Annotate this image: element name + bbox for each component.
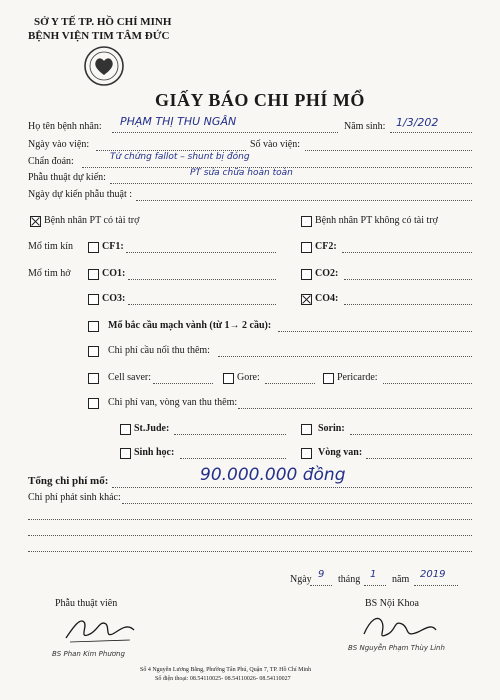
bio-valve-label: Sinh học:	[134, 447, 175, 458]
date-day-line	[310, 585, 332, 586]
date-month-value: 1	[370, 569, 377, 580]
co2-label: CO2:	[315, 268, 339, 279]
co1-checkbox[interactable]	[88, 269, 99, 280]
not-sponsored-label: Bệnh nhân PT không có tài trợ	[315, 215, 438, 226]
pericarde-label: Pericarde:	[337, 372, 378, 383]
bypass-fee-line	[218, 356, 472, 357]
co2-line	[344, 279, 472, 280]
bio-valve-line	[180, 458, 286, 459]
document-title: GIẤY BÁO CHI PHÍ MỔ	[155, 90, 365, 110]
surgeon-name: BS Phan Kim Phương	[52, 650, 125, 658]
co2-checkbox[interactable]	[301, 269, 312, 280]
diagnosis-value: Tứ chứng fallot – shunt bị đóng	[110, 152, 250, 162]
pericarde-checkbox[interactable]	[323, 373, 334, 384]
doctor-name: BS Nguyễn Phạm Thùy Linh	[348, 644, 445, 652]
gore-label: Gore:	[237, 372, 260, 383]
patient-name-line	[112, 132, 338, 133]
cf1-checkbox[interactable]	[88, 242, 99, 253]
admit-date-line	[96, 150, 246, 151]
cabg-label: Mổ bắc cầu mạch vành (từ 1→ 2 cầu):	[108, 320, 272, 331]
sorin-line	[350, 434, 472, 435]
date-day-label: Ngày	[290, 574, 312, 585]
birth-year-line	[390, 132, 472, 133]
date-month-label: tháng	[338, 574, 361, 585]
footer-address: Số 4 Nguyễn Lương Bằng, Phường Tân Phú, Quận 7, TP. Hồ Chí Minh	[140, 667, 312, 673]
cf1-line	[126, 252, 276, 253]
sponsored-checkbox[interactable]	[30, 216, 41, 227]
st-jude-line	[174, 434, 286, 435]
cell-saver-label: Cell saver:	[108, 372, 152, 383]
co4-checkbox[interactable]	[301, 294, 312, 305]
open-heart-label: Mổ tim hở	[28, 268, 71, 279]
total-cost-line	[112, 487, 472, 488]
co1-label: CO1:	[102, 268, 126, 279]
co4-line	[344, 304, 472, 305]
co3-line	[128, 304, 276, 305]
cabg-checkbox[interactable]	[88, 321, 99, 332]
surgery-line	[110, 183, 472, 184]
cell-saver-line	[153, 383, 213, 384]
doctor-signature-icon	[360, 610, 440, 644]
admit-no-line	[305, 150, 472, 151]
cell-saver-checkbox[interactable]	[88, 373, 99, 384]
gore-line	[265, 383, 315, 384]
surgeon-signature-icon	[60, 612, 140, 646]
date-year-line	[414, 585, 458, 586]
doctor-title: BS Nội Khoa	[365, 598, 419, 609]
ring-label: Vòng van:	[318, 447, 363, 458]
cf1-label: CF1:	[102, 241, 124, 252]
bypass-fee-label: Chi phí cầu nối thu thêm:	[108, 345, 210, 356]
surgery-label: Phẫu thuật dự kiến:	[28, 172, 106, 183]
valve-fee-checkbox[interactable]	[88, 398, 99, 409]
diagnosis-label: Chẩn đoán:	[28, 156, 74, 167]
pericarde-line	[383, 383, 472, 384]
total-cost-label: Tổng chi phí mổ:	[28, 475, 109, 487]
extra-cost-line-4	[28, 551, 472, 552]
date-year-label: năm	[392, 574, 410, 585]
gore-checkbox[interactable]	[223, 373, 234, 384]
sorin-checkbox[interactable]	[301, 424, 312, 435]
closed-heart-label: Mổ tim kín	[28, 241, 74, 252]
valve-fee-line	[238, 408, 472, 409]
org-line-2: BỆNH VIỆN TIM TÂM ĐỨC	[28, 30, 170, 42]
ring-line	[366, 458, 472, 459]
birth-year-value: 1/3/202	[396, 116, 439, 129]
bypass-fee-checkbox[interactable]	[88, 346, 99, 357]
total-cost-value: 90.000.000 đồng	[200, 465, 346, 485]
patient-name-value: PHẠM THỊ THU NGÂN	[120, 115, 237, 128]
co1-line	[128, 279, 276, 280]
hospital-logo-icon	[83, 45, 125, 87]
surgery-value: PT sửa chữa hoàn toàn	[190, 168, 293, 178]
bio-valve-checkbox[interactable]	[120, 448, 131, 459]
sponsored-label: Bệnh nhân PT có tài trợ	[44, 215, 140, 226]
admit-no-label: Số vào viện:	[250, 139, 300, 150]
cf2-label: CF2:	[315, 241, 337, 252]
surgeon-title: Phẫu thuật viên	[55, 598, 118, 609]
extra-cost-line-2	[28, 519, 472, 520]
co3-checkbox[interactable]	[88, 294, 99, 305]
admit-date-label: Ngày vào viện:	[28, 139, 90, 150]
valve-fee-label: Chi phí van, vòng van thu thêm:	[108, 397, 238, 408]
co4-label: CO4:	[315, 293, 339, 304]
date-month-line	[364, 585, 386, 586]
st-jude-checkbox[interactable]	[120, 424, 131, 435]
date-year-value: 2019	[420, 569, 446, 580]
sorin-label: Sorin:	[318, 423, 345, 434]
org-line-1: SỞ Y TẾ TP. HỒ CHÍ MINH	[34, 16, 172, 28]
extra-cost-line-3	[28, 535, 472, 536]
extra-cost-line-1	[122, 503, 472, 504]
birth-year-label: Năm sinh:	[344, 121, 386, 132]
patient-name-label: Họ tên bệnh nhân:	[28, 121, 102, 132]
co3-label: CO3:	[102, 293, 126, 304]
st-jude-label: St.Jude:	[134, 423, 170, 434]
cf2-line	[342, 252, 472, 253]
footer-phones: Số điện thoại: 08.54110025- 08.54110026- 08.54110027	[155, 676, 291, 682]
ring-checkbox[interactable]	[301, 448, 312, 459]
planned-date-line	[136, 200, 472, 201]
planned-date-label: Ngày dự kiến phẫu thuật :	[28, 189, 133, 200]
cf2-checkbox[interactable]	[301, 242, 312, 253]
date-day-value: 9	[318, 569, 325, 580]
not-sponsored-checkbox[interactable]	[301, 216, 312, 227]
cabg-line	[278, 331, 472, 332]
extra-cost-label: Chi phí phát sinh khác:	[28, 492, 121, 503]
